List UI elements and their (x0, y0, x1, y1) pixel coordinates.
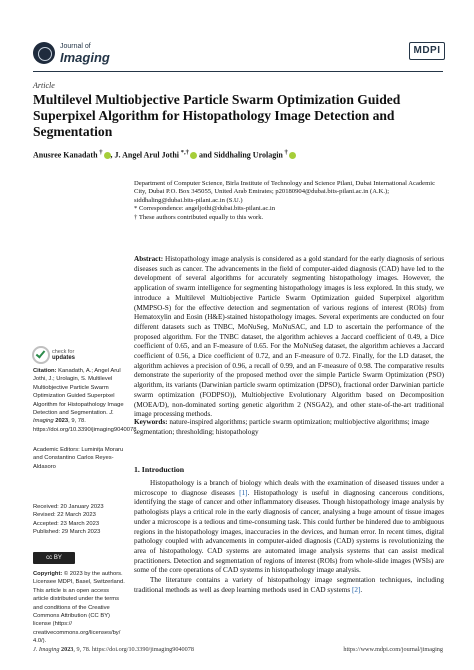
revised-date: Revised: 22 March 2023 (33, 512, 96, 519)
accepted-date: Accepted: 23 March 2023 (33, 520, 100, 527)
editors-block (33, 446, 125, 471)
footer-journal: J. Imaging (33, 646, 60, 653)
copyright-label: Copyright: (33, 571, 63, 577)
citation-doi[interactable]: , 9, 78. https://doi.org/10.3390/jimaging9040078 (33, 418, 137, 433)
journal-name[interactable]: Imaging (60, 50, 110, 65)
intro-paragraph-2: The literature contains a variety of histopathology image segmentation techniques, including traditional methods as well as deep learning methods used in CAD systems [2]. (134, 576, 444, 594)
keywords (134, 418, 444, 437)
journal-logo-icon (33, 42, 55, 64)
academic-editors: Academic Editors: Luminița Moraru and Constantino Carlos Reyes-Aldasoro (33, 447, 124, 470)
footer-journal-url[interactable]: https://www.mdpi.com/journal/jimaging (343, 646, 443, 653)
journal-label: Journal of (60, 43, 91, 50)
author-name[interactable]: Anusree Kanadath (33, 150, 98, 160)
author-mark: *,† (178, 149, 189, 156)
author-name[interactable]: Siddhaling Urolagin (213, 150, 283, 160)
keywords-label: Keywords: (134, 418, 168, 426)
dates-block (33, 503, 125, 537)
footer-doi[interactable]: , 9, 78. https://doi.org/10.3390/jimaging9040078 (73, 646, 194, 653)
author-separator: and (196, 150, 214, 160)
affiliation-text: Department of Computer Science, Birla Institute of Technology and Science Pilani, Dubai International Academic City, Dubai P.O. Box 345055, United Arab Emirates; p20180904@dubai.bits-pilani.ac.in (A.K.); siddhaling@dubai.bits-pilani.ac.in (S.U.) (134, 180, 435, 204)
author-mark: † (282, 149, 288, 156)
author-mark: † (97, 149, 103, 156)
section-heading-introduction: 1. Introduction (134, 465, 185, 474)
citation-label: Citation: (33, 368, 57, 374)
mdpi-logo[interactable]: MDPI (409, 42, 445, 60)
citation-link[interactable]: [1] (239, 488, 248, 497)
abstract-text: Histopathology image analysis is considered as a gold standard for the early diagnosis of serious diseases such as cancer. The advancements in the field of computer-aided diagnosis (CAD) have led to the development of several algorithms for accurately segmenting histopathology images. However, the application of swarm intelligence for segmenting histopathology images is less explored. In this study, we introduce a Multilevel Multiobjective Particle Swarm Optimization guided Superpixel algorithm (MMPSO-S) for the effective detection and segmentation of various regions of interest (ROIs) from Hematoxylin and Eosin (H&E)-stained histopathology images. Several experiments are conducted on four different datasets such as TNBC, MoNuSeg, MoNuSAC, and LD to ascertain the performance of the proposed algorithm. For the TNBC dataset, the algorithm achieves a Jaccard coefficient of 0.49, a Dice coefficient of 0.65, and an F-measure of 0.65. For the MoNuSeg dataset, the algorithm achieves a Jaccard coefficient of 0.56, a Dice coefficient of 0.72, and an F-measure of 0.72. Finally, for the LD dataset, the algorithm achieves a precision of 0.96, a recall of 0.99, and an F-measure of 0.98. The comparative results demonstrate the superiority of the proposed method over the simple Particle Swarm Optimization (PSO) algorithm, its variants (Darwinian particle swarm optimization (DPSO), fractional order Darwinian particle swarm optimization (FODPSO)), Multiobjective Evolutionary Algorithm based on Decomposition (MOEA/D), non-dominated sorting genetic algorithm 2 (NSGA2), and other state-of-the-art traditional image processing methods. (134, 255, 444, 419)
cc-by-license-icon[interactable]: cc BY (33, 552, 75, 564)
abstract (134, 255, 444, 420)
check-bottom-label: updates (52, 355, 76, 361)
citation-year: 2023 (53, 418, 69, 425)
introduction-body (134, 479, 444, 595)
copyright-block (33, 570, 125, 646)
article-type: Article (33, 81, 55, 90)
received-date: Received: 20 January 2023 (33, 504, 104, 510)
abstract-label: Abstract: (134, 255, 164, 263)
header-rule (33, 71, 443, 72)
citation-text: Kanadath, A.; Angel Arul Jothi, J.; Urolagin, S. Multilevel Multiobjective Particle Swarm Optimization Guided Superpixel Algorithm for Histopathology Image Detection and Segmentation. (33, 368, 124, 417)
published-date: Published: 29 March 2023 (33, 529, 101, 536)
author-name[interactable]: J. Angel Arul Jothi (114, 150, 179, 160)
orcid-icon[interactable] (190, 152, 197, 159)
copyright-text: © 2023 by the authors. Licensee MDPI, Basel, Switzerland. This article is an open access article distributed under the terms and conditions of the Creative Commons Attribution (CC BY) license (https:// creativecommons.org/licenses/by/ 4.0/). (33, 571, 125, 645)
check-top-label: check for (52, 349, 75, 355)
author-separator: , (110, 150, 115, 160)
correspondence-text: * Correspondence: angeljothi@dubai.bits-pilani.ac.in (134, 205, 276, 213)
page-footer (33, 646, 443, 653)
citation-link[interactable]: [2] (351, 585, 361, 594)
check-updates-icon (32, 346, 50, 364)
orcid-icon[interactable] (104, 152, 111, 159)
equal-contribution-note: † These authors contributed equally to this work. (134, 213, 264, 221)
citation-block (33, 367, 137, 434)
intro-paragraph-1: Histopathology is a branch of biology which deals with the examination of diseased tissues under a microscope to diagnose diseases [1]. Histopathology is useful in diagnosing cancerous conditions, identifying the stage of cancer and other inflammatory diseases. Though histopathology image analysis by pathologists plays a critical role in the early diagnosis of cancer, analysing a huge amount of tissue images under a microscope is a tedious and time-consuming task. This could further be hindered due to ambiguous regions in the histopathology images, inaccuracies in the devices, and human error. In recent times, digital pathology coupled with advancements in computer-aided diagnosis (CAD) systems is revolutionizing the area of histopathology. CAD systems are automated image analysis systems that can assist medical practitioners. Detection and segmentation of regions of interest (ROIs) from whole-slide images (WSIs) are some of the core operations of CAD systems in histopathology image analysis. (134, 479, 444, 575)
footer-year: 2023 (59, 646, 74, 653)
check-for-updates-button[interactable] (32, 346, 80, 364)
orcid-icon[interactable] (289, 152, 296, 159)
affiliation-block (134, 180, 444, 222)
keywords-text: nature-inspired algorithms; particle swarm optimization; multiobjective algorithms; image segmentation; thresholding; histopathology (134, 418, 430, 436)
page-title: Multilevel Multiobjective Particle Swarm Optimization Guided Superpixel Algorithm for Histopathology Image Detection and Segmentation (33, 92, 401, 139)
author-list (33, 149, 445, 160)
citation-journal: J. Imaging (33, 410, 114, 425)
